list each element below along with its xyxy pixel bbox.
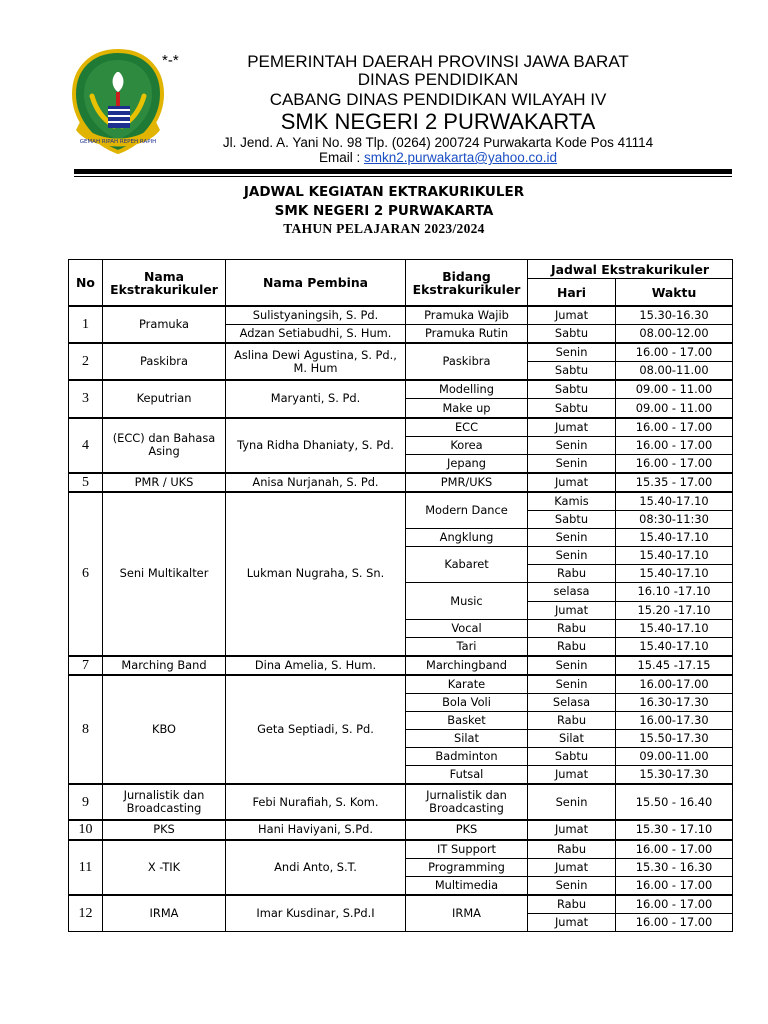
coach-name: Hani Haviyani, S.Pd. xyxy=(226,820,406,839)
coach-name: Tyna Ridha Dhaniaty, S. Pd. xyxy=(226,418,406,473)
schedule-day: Senin xyxy=(528,436,616,454)
schedule-time: 16.00 - 17.00 xyxy=(616,343,733,362)
header-nama-line2: Ekstrakurikuler xyxy=(110,281,218,297)
school-address: Jl. Jend. A. Yani No. 98 Tlp. (0264) 200724 Purwakarta Kode Pos 41114 xyxy=(222,135,654,150)
schedule-day: Jumat xyxy=(528,418,616,437)
schedule-time: 15.30-16.30 xyxy=(616,306,733,325)
field-name: Silat xyxy=(406,730,528,748)
extracurricular-name: Jurnalistik dan Broadcasting xyxy=(103,784,226,820)
extracurricular-name: PKS xyxy=(103,820,226,839)
schedule-body xyxy=(69,306,733,932)
row-number: 11 xyxy=(69,840,103,895)
schedule-time: 15.50 - 16.40 xyxy=(616,784,733,820)
field-name: Korea xyxy=(406,436,528,454)
table-row xyxy=(69,656,733,675)
field-name: Marchingband xyxy=(406,656,528,675)
header-pembina: Nama Pembina xyxy=(226,260,406,307)
schedule-day: Jumat xyxy=(528,473,616,492)
row-number: 1 xyxy=(69,306,103,343)
header-hari: Hari xyxy=(528,279,616,307)
field-name: Music xyxy=(406,583,528,619)
table-row xyxy=(69,840,733,859)
header-nama xyxy=(103,260,226,307)
coach-name: Febi Nurafiah, S. Kom. xyxy=(226,784,406,820)
schedule-day: Senin xyxy=(528,529,616,547)
extracurricular-name: Pramuka xyxy=(103,306,226,343)
schedule-day: Jumat xyxy=(528,858,616,876)
schedule-day: Rabu xyxy=(528,637,616,656)
schedule-time: 16.00 - 17.00 xyxy=(616,913,733,931)
email-link[interactable]: smkn2.purwakarta@yahoo.co.id xyxy=(363,150,558,165)
school-name: SMK NEGERI 2 PURWAKARTA xyxy=(280,109,596,134)
header-jadwal: Jadwal Ekstrakurikuler xyxy=(528,260,733,279)
schedule-time: 09.00-11.00 xyxy=(616,748,733,766)
letterhead-line-3: CABANG DINAS PENDIDIKAN WILAYAH IV xyxy=(269,90,607,109)
logo-motto: GEMAH RIPAH REPEH RAPIH xyxy=(79,139,157,145)
schedule-day: Jumat xyxy=(528,913,616,931)
schedule-day: Sabtu xyxy=(528,511,616,529)
schedule-day: Senin xyxy=(528,547,616,565)
academic-year: TAHUN PELAJARAN 2023/2024 xyxy=(283,221,485,236)
schedule-time: 15.40-17.10 xyxy=(616,492,733,511)
schedule-day: Senin xyxy=(528,675,616,694)
extracurricular-name: IRMA xyxy=(103,895,226,932)
schedule-time: 15.45 -17.15 xyxy=(616,656,733,675)
schedule-time: 15.20 -17.10 xyxy=(616,601,733,619)
schedule-time: 15.40-17.10 xyxy=(616,529,733,547)
row-number: 8 xyxy=(69,675,103,785)
field-name: Modelling xyxy=(406,380,528,399)
row-number: 6 xyxy=(69,492,103,656)
extracurricular-name: Paskibra xyxy=(103,343,226,380)
schedule-table xyxy=(68,259,733,932)
table-row xyxy=(69,784,733,820)
schedule-time: 08.00-12.00 xyxy=(616,325,733,344)
schedule-time: 16.00 - 17.00 xyxy=(616,895,733,914)
schedule-day: Rabu xyxy=(528,895,616,914)
extracurricular-name: (ECC) dan Bahasa Asing xyxy=(103,418,226,473)
schedule-time: 15.35 - 17.00 xyxy=(616,473,733,492)
row-number: 10 xyxy=(69,820,103,839)
table-row xyxy=(69,306,733,325)
schedule-day: Rabu xyxy=(528,712,616,730)
schedule-time: 16.10 -17.10 xyxy=(616,583,733,601)
schedule-day: Silat xyxy=(528,730,616,748)
field-name: Pramuka Wajib xyxy=(406,306,528,325)
field-name: Angklung xyxy=(406,529,528,547)
schedule-day: Sabtu xyxy=(528,362,616,381)
field-name: Jurnalistik dan Broadcasting xyxy=(406,784,528,820)
letterhead-divider xyxy=(74,169,732,174)
coach-name: Andi Anto, S.T. xyxy=(226,840,406,895)
schedule-time: 16.00 - 17.00 xyxy=(616,418,733,437)
field-name: IRMA xyxy=(406,895,528,932)
extracurricular-name: Seni Multikalter xyxy=(103,492,226,656)
schedule-time: 09.00 - 11.00 xyxy=(616,380,733,399)
schedule-time: 16.00 - 17.00 xyxy=(616,876,733,895)
field-name: PMR/UKS xyxy=(406,473,528,492)
schedule-day: Rabu xyxy=(528,840,616,859)
extracurricular-name: Marching Band xyxy=(103,656,226,675)
jawa-barat-emblem-icon xyxy=(70,48,166,154)
row-number: 4 xyxy=(69,418,103,473)
schedule-time: 15.30 - 16.30 xyxy=(616,858,733,876)
schedule-day: Selasa xyxy=(528,693,616,711)
schedule-time: 16.00 - 17.00 xyxy=(616,436,733,454)
coach-name: Imar Kusdinar, S.Pd.I xyxy=(226,895,406,932)
table-row xyxy=(69,473,733,492)
extracurricular-name: PMR / UKS xyxy=(103,473,226,492)
coach-name: Maryanti, S. Pd. xyxy=(226,380,406,417)
table-row xyxy=(69,343,733,362)
field-name: Modern Dance xyxy=(406,492,528,529)
schedule-day: Kamis xyxy=(528,492,616,511)
schedule-time: 09.00 - 11.00 xyxy=(616,399,733,418)
table-row xyxy=(69,895,733,914)
corner-mark: *-* xyxy=(162,52,179,69)
schedule-day: Jumat xyxy=(528,766,616,785)
schedule-day: Senin xyxy=(528,343,616,362)
coach-name: Sulistyaningsih, S. Pd. xyxy=(226,306,406,325)
row-number: 12 xyxy=(69,895,103,932)
row-number: 7 xyxy=(69,656,103,675)
letterhead-line-1: PEMERINTAH DAERAH PROVINSI JAWA BARAT xyxy=(247,52,629,71)
coach-name: Lukman Nugraha, S. Sn. xyxy=(226,492,406,656)
schedule-time: 15.40-17.10 xyxy=(616,565,733,583)
schedule-time: 08:30-11:30 xyxy=(616,511,733,529)
coach-name: Dina Amelia, S. Hum. xyxy=(226,656,406,675)
schedule-day: Rabu xyxy=(528,619,616,637)
schedule-time: 16.30-17.30 xyxy=(616,693,733,711)
schedule-day: Senin xyxy=(528,454,616,473)
schedule-time: 15.50-17.30 xyxy=(616,730,733,748)
schedule-day: Jumat xyxy=(528,820,616,839)
schedule-time: 16.00 - 17.00 xyxy=(616,454,733,473)
row-number: 2 xyxy=(69,343,103,380)
header-bidang-line1: Bidang xyxy=(442,268,491,284)
field-name: Futsal xyxy=(406,766,528,785)
schedule-time: 16.00 - 17.00 xyxy=(616,840,733,859)
extracurricular-name: X -TIK xyxy=(103,840,226,895)
schedule-time: 15.30 - 17.10 xyxy=(616,820,733,839)
field-name: Programming xyxy=(406,858,528,876)
schedule-day: Sabtu xyxy=(528,325,616,344)
header-bidang-line2: Ekstrakurikuler xyxy=(412,281,521,297)
schedule-day: Jumat xyxy=(528,306,616,325)
schedule-time: 08.00-11.00 xyxy=(616,362,733,381)
field-name: Basket xyxy=(406,712,528,730)
field-name: Vocal xyxy=(406,619,528,637)
school-contact xyxy=(168,150,708,165)
schedule-time: 15.40-17.10 xyxy=(616,547,733,565)
field-name: IT Support xyxy=(406,840,528,859)
header-nama-line1: Nama xyxy=(143,268,184,284)
coach-name: Adzan Setiabudhi, S. Hum. xyxy=(226,325,406,344)
email-label: Email : xyxy=(318,150,364,165)
schedule-day: Sabtu xyxy=(528,380,616,399)
coach-name: Aslina Dewi Agustina, S. Pd., M. Hum xyxy=(226,343,406,380)
letterhead-line-2: DINAS PENDIDIKAN xyxy=(357,70,519,89)
schedule-time: 16.00-17.30 xyxy=(616,712,733,730)
field-name: Karate xyxy=(406,675,528,694)
schedule-day: Senin xyxy=(528,656,616,675)
schedule-day: Sabtu xyxy=(528,748,616,766)
coach-name: Anisa Nurjanah, S. Pd. xyxy=(226,473,406,492)
schedule-day: Sabtu xyxy=(528,399,616,418)
schedule-time: 15.40-17.10 xyxy=(616,619,733,637)
schedule-day: Rabu xyxy=(528,565,616,583)
schedule-day: selasa xyxy=(528,583,616,601)
header-bidang xyxy=(406,260,528,307)
letterhead-divider-thin xyxy=(74,176,732,177)
table-row xyxy=(69,418,733,437)
field-name: Pramuka Rutin xyxy=(406,325,528,344)
table-row xyxy=(69,380,733,399)
row-number: 3 xyxy=(69,380,103,417)
schedule-day: Jumat xyxy=(528,601,616,619)
coach-name: Geta Septiadi, S. Pd. xyxy=(226,675,406,785)
schedule-day: Senin xyxy=(528,876,616,895)
header-no: No xyxy=(69,260,103,307)
extracurricular-name: KBO xyxy=(103,675,226,785)
schedule-time: 15.30-17.30 xyxy=(616,766,733,785)
schedule-day: Senin xyxy=(528,784,616,820)
field-name: ECC xyxy=(406,418,528,437)
field-name: PKS xyxy=(406,820,528,839)
table-row xyxy=(69,820,733,839)
document-subtitle: SMK NEGERI 2 PURWAKARTA xyxy=(274,203,494,219)
schedule-time: 16.00-17.00 xyxy=(616,675,733,694)
document-title: JADWAL KEGIATAN EKTRAKURIKULER xyxy=(243,184,525,200)
schedule-time: 15.40-17.10 xyxy=(616,637,733,656)
table-row xyxy=(69,675,733,694)
field-name: Tari xyxy=(406,637,528,656)
extracurricular-name: Keputrian xyxy=(103,380,226,417)
field-name: Badminton xyxy=(406,748,528,766)
field-name: Paskibra xyxy=(406,343,528,380)
field-name: Bola Voli xyxy=(406,693,528,711)
field-name: Multimedia xyxy=(406,876,528,895)
row-number: 5 xyxy=(69,473,103,492)
field-name: Make up xyxy=(406,399,528,418)
table-row xyxy=(69,492,733,511)
field-name: Jepang xyxy=(406,454,528,473)
row-number: 9 xyxy=(69,784,103,820)
field-name: Kabaret xyxy=(406,547,528,583)
header-waktu: Waktu xyxy=(616,279,733,307)
